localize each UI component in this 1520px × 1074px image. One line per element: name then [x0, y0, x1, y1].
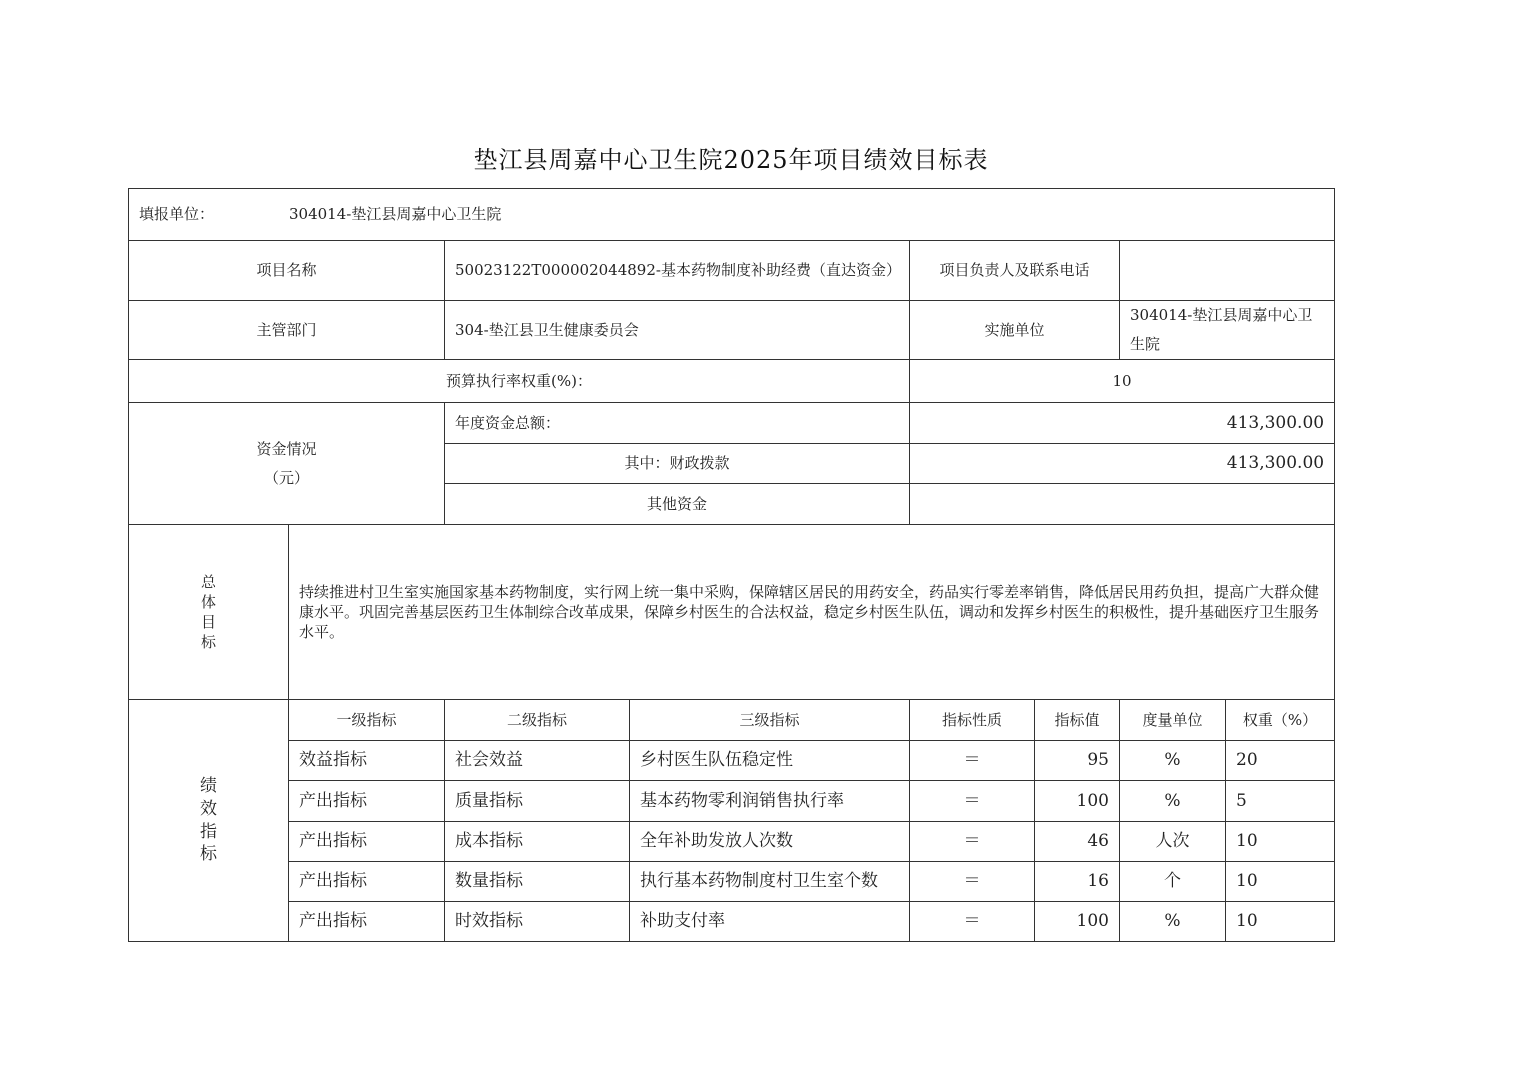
project-contact-label: 项目负责人及联系电话	[910, 241, 1120, 301]
level3-cell: 补助支付率	[630, 902, 910, 942]
table-row	[129, 902, 1335, 942]
fiscal-allocation-label: 其中：财政拨款	[445, 444, 910, 484]
annual-total-label: 年度资金总额：	[445, 403, 910, 444]
column-header: 二级指标	[445, 700, 630, 741]
weight-cell: 10	[1226, 862, 1335, 902]
level2-cell: 成本指标	[445, 822, 630, 862]
overall-goal-label	[129, 525, 289, 700]
overall-goal-char: 目	[200, 613, 216, 631]
level2-cell: 时效指标	[445, 902, 630, 942]
weight-cell: 20	[1226, 741, 1335, 781]
column-header: 度量单位	[1120, 700, 1226, 741]
reporting-unit-cell	[129, 189, 1335, 241]
weight-cell: 10	[1226, 902, 1335, 942]
table-row	[129, 862, 1335, 902]
weight-cell: 10	[1226, 822, 1335, 862]
table-row	[129, 781, 1335, 822]
unit-cell: 人次	[1120, 822, 1226, 862]
implementing-unit-value: 304014-垫江县周嘉中心卫生院	[1120, 301, 1335, 360]
nature-cell: ＝	[910, 902, 1035, 942]
other-funds-value	[910, 484, 1335, 525]
table-row	[129, 741, 1335, 781]
column-header: 三级指标	[630, 700, 910, 741]
level3-cell: 基本药物零利润销售执行率	[630, 781, 910, 822]
page-title: 垫江县周嘉中心卫生院2025年项目绩效目标表	[473, 146, 989, 174]
indicator-label-char: 标	[200, 844, 217, 865]
column-header: 权重（%）	[1226, 700, 1335, 741]
project-name-label: 项目名称	[129, 241, 445, 301]
value-cell: 100	[1035, 902, 1120, 942]
fiscal-allocation-value: 413,300.00	[910, 444, 1335, 484]
table-row	[129, 822, 1335, 862]
nature-cell: ＝	[910, 862, 1035, 902]
overall-goal-char: 体	[200, 592, 216, 611]
level1-cell: 产出指标	[289, 822, 445, 862]
nature-cell: ＝	[910, 781, 1035, 822]
value-cell: 16	[1035, 862, 1120, 902]
level3-cell: 执行基本药物制度村卫生室个数	[630, 862, 910, 902]
level2-cell: 社会效益	[445, 741, 630, 781]
overall-goal-char: 标	[200, 633, 216, 652]
indicator-label-char: 效	[200, 798, 217, 819]
overall-goal-char: 总	[200, 572, 216, 591]
value-cell: 100	[1035, 781, 1120, 822]
reporting-unit-value: 304014-垫江县周嘉中心卫生院	[289, 205, 502, 224]
level2-cell: 质量指标	[445, 781, 630, 822]
budget-weight-value: 10	[910, 360, 1335, 403]
implementing-unit-label: 实施单位	[910, 301, 1120, 360]
unit-cell: 个	[1120, 862, 1226, 902]
indicator-label-char: 指	[200, 821, 217, 842]
other-funds-label: 其他资金	[445, 484, 910, 525]
weight-cell: 5	[1226, 781, 1335, 822]
performance-target-table	[128, 188, 1335, 942]
budget-weight-label: 预算执行率权重(%)：	[129, 360, 910, 403]
project-name-value: 50023122T000002044892-基本药物制度补助经费（直达资金）	[445, 241, 910, 301]
performance-indicators-label	[129, 700, 289, 942]
unit-cell: %	[1120, 781, 1226, 822]
column-header: 指标值	[1035, 700, 1120, 741]
nature-cell: ＝	[910, 741, 1035, 781]
level1-cell: 产出指标	[289, 781, 445, 822]
level3-cell: 乡村医生队伍稳定性	[630, 741, 910, 781]
funds-label	[129, 403, 445, 525]
level1-cell: 产出指标	[289, 862, 445, 902]
funds-label-line1: 资金情况	[256, 439, 317, 458]
project-contact-value	[1120, 241, 1335, 301]
level2-cell: 数量指标	[445, 862, 630, 902]
column-header: 一级指标	[289, 700, 445, 741]
value-cell: 95	[1035, 741, 1120, 781]
supervising-dept-value: 304-垫江县卫生健康委员会	[445, 301, 910, 360]
level1-cell: 效益指标	[289, 741, 445, 781]
unit-cell: %	[1120, 902, 1226, 942]
overall-goal-text: 持续推进村卫生室实施国家基本药物制度，实行网上统一集中采购，保障辖区居民的用药安全，药品实行零差率销售，降低居民用药负担，提高广大群众健康水平。巩固完善基层医药卫生体制综合改革成果，保障乡村医生的合法权益，稳定乡村医生队伍，调动和发挥乡村医生的积极性，提升基础医疗卫生服务水平。	[289, 525, 1335, 700]
level1-cell: 产出指标	[289, 902, 445, 942]
unit-cell: %	[1120, 741, 1226, 781]
level3-cell: 全年补助发放人次数	[630, 822, 910, 862]
column-header: 指标性质	[910, 700, 1035, 741]
supervising-dept-label: 主管部门	[129, 301, 445, 360]
value-cell: 46	[1035, 822, 1120, 862]
reporting-unit-label: 填报单位：	[139, 205, 215, 224]
annual-total-value: 413,300.00	[910, 403, 1335, 444]
nature-cell: ＝	[910, 822, 1035, 862]
indicator-label-char: 绩	[200, 775, 217, 796]
funds-label-line2: （元）	[263, 468, 309, 487]
